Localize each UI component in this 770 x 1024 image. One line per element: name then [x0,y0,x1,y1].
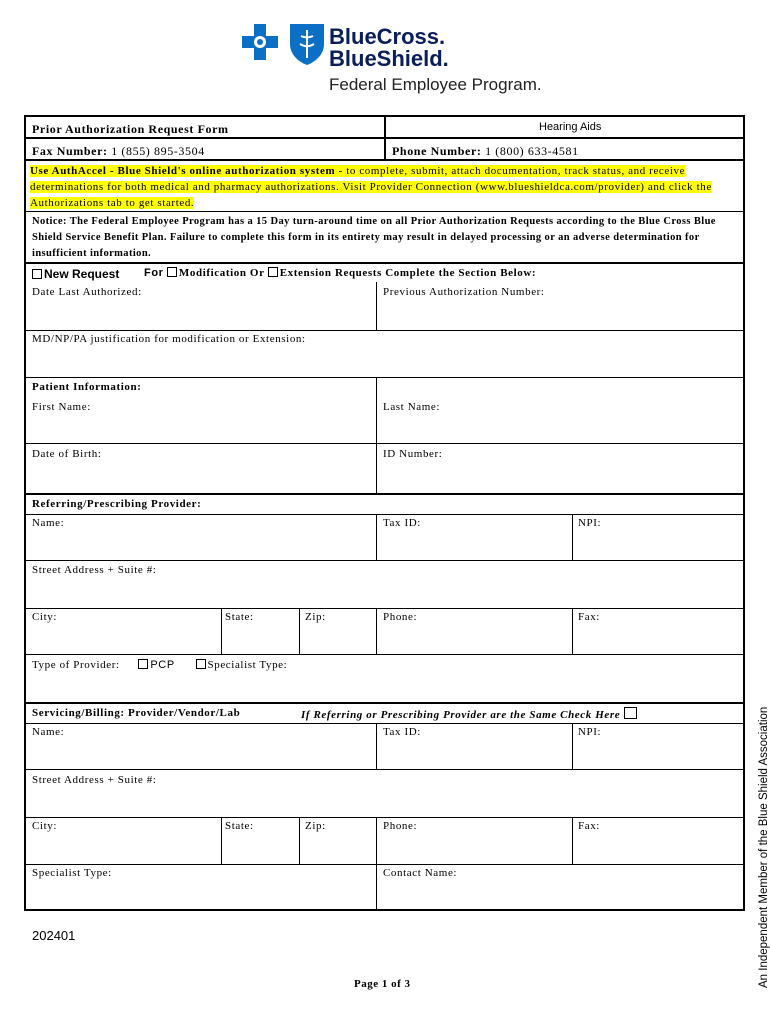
svc-contact-name-label: Contact Name: [383,867,458,879]
justification-label: MD/NP/PA justification for modification or Extension: [32,333,306,345]
same-provider-checkbox[interactable] [624,707,637,719]
phone-number: Phone Number: 1 (800) 633-4581 [392,144,579,158]
page-number: Page 1 of 3 [354,978,411,990]
form-title: Prior Authorization Request Form [32,122,229,136]
same-provider-check: If Referring or Prescribing Provider are the Same Check Here [301,707,639,721]
ref-zip-label: Zip: [305,611,326,623]
bcbs-logo [240,22,330,66]
dob-label: Date of Birth: [32,448,102,460]
new-request-checkbox[interactable] [32,269,42,279]
svc-tax-id-label: Tax ID: [383,726,421,738]
last-name-label: Last Name: [383,401,441,413]
ref-fax-label: Fax: [578,611,600,623]
provider-type-row: Type of Provider: PCP Specialist Type: [32,659,288,671]
ref-tax-id-label: Tax ID: [383,517,421,529]
svc-street-label: Street Address + Suite #: [32,774,157,786]
previous-auth-number-label: Previous Authorization Number: [383,286,545,298]
specialist-checkbox[interactable] [196,659,206,669]
side-note: An Independent Member of the Blue Shield Association [758,706,770,988]
svc-phone-label: Phone: [383,820,418,832]
authorization-form [24,115,745,911]
svc-zip-label: Zip: [305,820,326,832]
ref-phone-label: Phone: [383,611,418,623]
modification-checkbox[interactable] [167,267,177,277]
new-request-option[interactable]: New Request [32,267,119,281]
svc-city-label: City: [32,820,58,832]
ref-name-label: Name: [32,517,65,529]
patient-info-header: Patient Information: [32,381,142,393]
form-category: Hearing Aids [539,121,602,133]
ref-state-label: State: [225,611,254,623]
brand-line-1: BlueCross. [329,24,446,49]
turnaround-notice: Notice: The Federal Employee Program has a 15 Day turn-around time on all Prior Authorization Requests according to the Blue Cross Blue Shield Service Benefit Plan. Failure to complete this form in its entirety may result in delayed processing or an adverse determination for insufficient information. [32,216,716,259]
first-name-label: First Name: [32,401,91,413]
fax-number: Fax Number: 1 (855) 895-3504 [32,144,205,158]
authaccel-notice: Use AuthAccel - Blue Shield's online authorization system - to complete, submit, attach documentation, track status, and receive determinations for both medical and pharmacy authorizations. Visit Provider Connection (www.blueshieldca.com/provider) and click the Authorizations tab to get started. [30,165,712,209]
svc-name-label: Name: [32,726,65,738]
ref-street-label: Street Address + Suite #: [32,564,157,576]
referring-provider-header: Referring/Prescribing Provider: [32,498,202,510]
servicing-provider-header: Servicing/Billing: Provider/Vendor/Lab [32,707,241,719]
brand-line-2: BlueShield. [329,46,449,71]
svc-state-label: State: [225,820,254,832]
svc-npi-label: NPI: [578,726,602,738]
form-code: 202401 [32,928,76,943]
svc-fax-label: Fax: [578,820,600,832]
id-number-label: ID Number: [383,448,443,460]
request-type-options: For Modification Or Extension Requests Complete the Section Below: [144,267,537,279]
svc-specialist-type-label: Specialist Type: [32,867,112,879]
date-last-authorized-label: Date Last Authorized: [32,286,142,298]
ref-npi-label: NPI: [578,517,602,529]
ref-city-label: City: [32,611,58,623]
program-name: Federal Employee Program. [329,75,542,94]
pcp-checkbox[interactable] [138,659,148,669]
extension-checkbox[interactable] [268,267,278,277]
